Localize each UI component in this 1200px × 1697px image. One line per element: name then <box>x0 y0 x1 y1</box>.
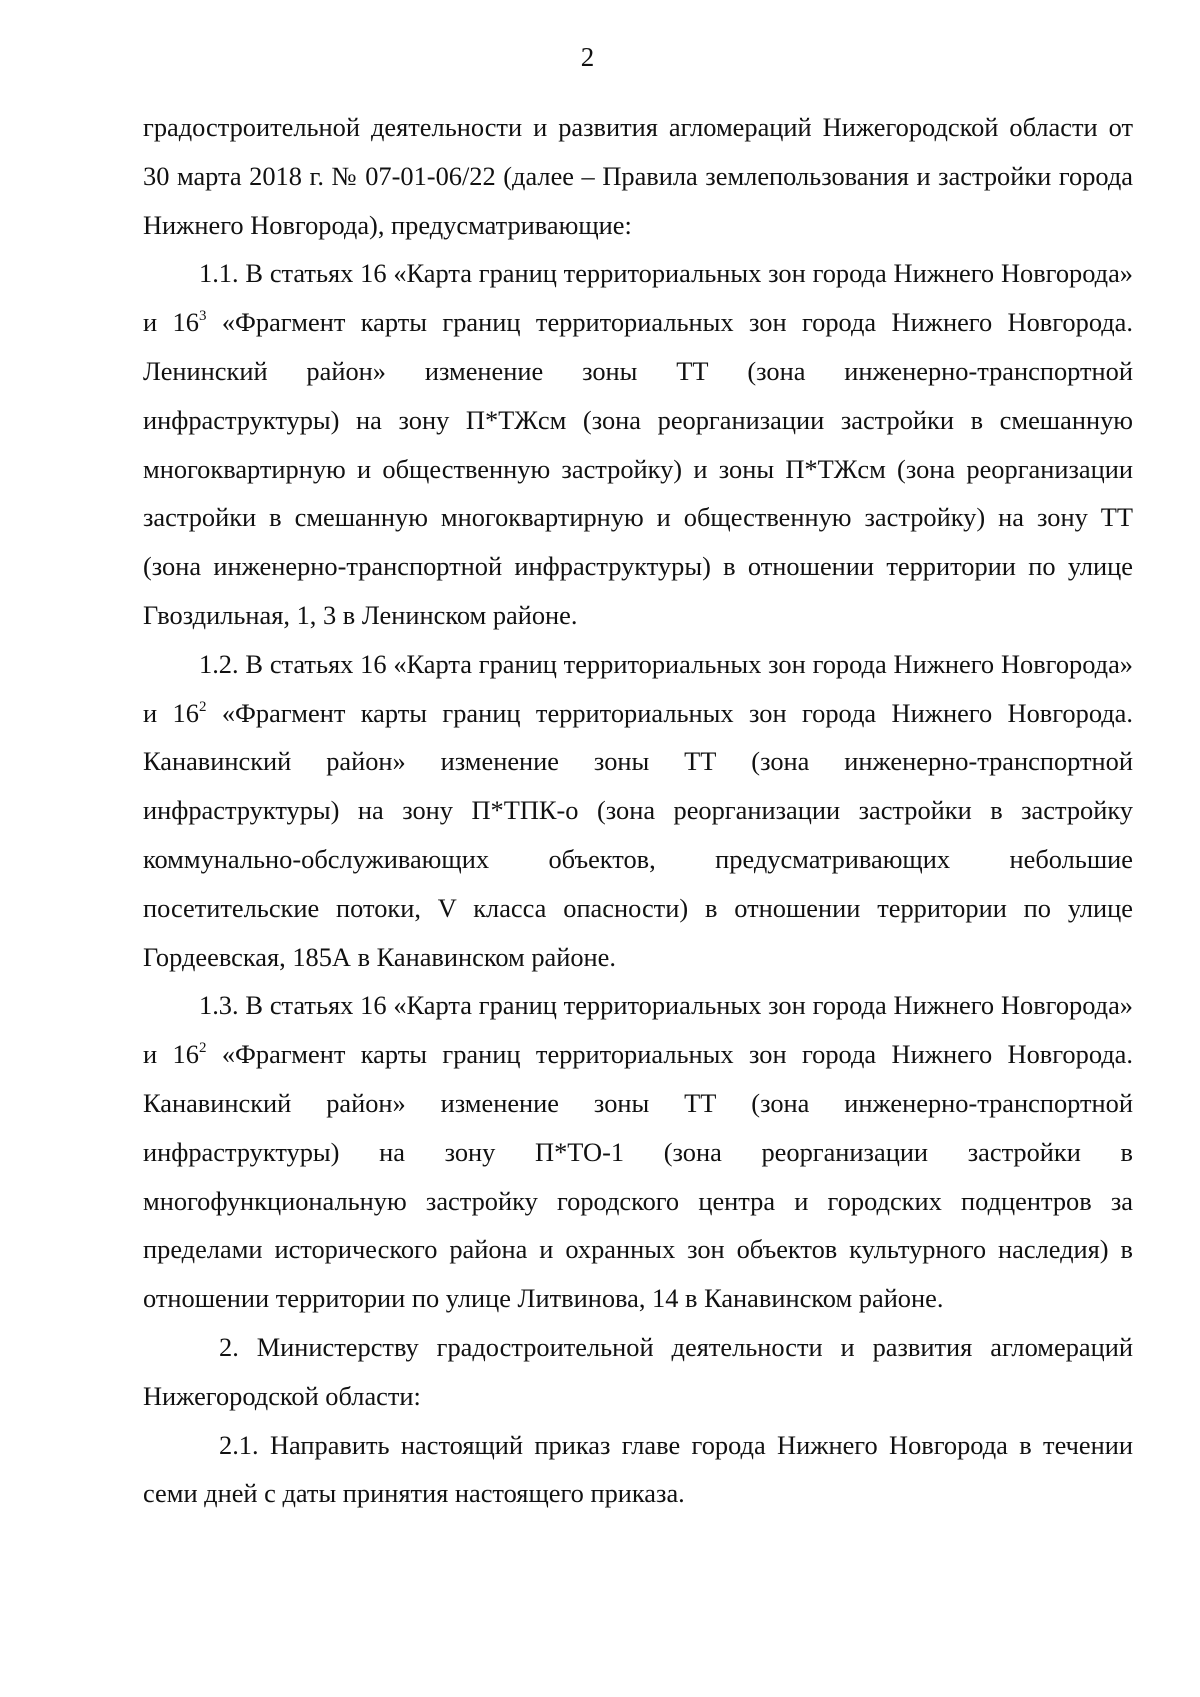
paragraph-2: 2. Министерству градостроительной деятельности и развития агломераций Нижегородской области: <box>143 1331 1133 1411</box>
paragraph-text: 1.2. В статьях 16 «Карта границ территориальных зон города Нижнего Новгорода» и 16 <box>143 648 1133 728</box>
paragraph-text: «Фрагмент карты границ территориальных зон города Нижнего Новгорода. Канавинский район» изменение зоны ТТ (зона инженерно-транспортной инфраструктуры) на зону П*ТО-1 (зона реорганизации застройки в многофункциональную застройку городского центра и городских подцентров за пределами исторического района и охранных зон объектов культурного наследия) в отношении территории по улице Литвинова, 14 в Канавинском районе. <box>143 1039 1133 1314</box>
superscript: 2 <box>198 1040 207 1057</box>
superscript: 3 <box>198 308 207 325</box>
paragraph-text: 1.3. В статьях 16 «Карта границ территориальных зон города Нижнего Новгорода» и 16 <box>143 990 1133 1070</box>
paragraph-1-3 <box>143 981 1133 1323</box>
paragraph-1-2 <box>143 640 1133 982</box>
paragraph-intro-continuation: градостроительной деятельности и развития агломераций Нижегородской области от 30 марта 2018 г. № 07-01-06/22 (далее – Правила землепользования и застройки города Нижнего Новгорода), предусматривающие: <box>143 112 1133 240</box>
page-number: 2 <box>580 42 595 72</box>
paragraph-text: 1.1. В статьях 16 «Карта границ территориальных зон города Нижнего Новгорода» и 16 <box>143 258 1133 338</box>
paragraph-text: «Фрагмент карты границ территориальных зон города Нижнего Новгорода. Ленинский район» изменение зоны ТТ (зона инженерно-транспортной инфраструктуры) на зону П*ТЖсм (зона реорганизации застройки в смешанную многоквартирную и общественную застройку) и зоны П*ТЖсм (зона реорганизации застройки в смешанную многоквартирную и общественную застройку) на зону ТТ (зона инженерно-транспортной инфраструктуры) в отношении территории по улице Гвоздильная, 1, 3 в Ленинском районе. <box>143 307 1133 630</box>
paragraph-1-1 <box>143 249 1133 639</box>
document-body <box>143 103 1133 1518</box>
superscript: 2 <box>198 698 207 715</box>
paragraph-2-1: 2.1. Направить настоящий приказ главе города Нижнего Новгорода в течении семи дней с даты принятия настоящего приказа. <box>143 1429 1133 1509</box>
paragraph-text: «Фрагмент карты границ территориальных зон города Нижнего Новгорода. Канавинский район» изменение зоны ТТ (зона инженерно-транспортной инфраструктуры) на зону П*ТПК-о (зона реорганизации застройки в застройку коммунально-обслуживающих объектов, предусматривающих небольшие посетительские потоки, V класса опасности) в отношении территории по улице Гордеевская, 185А в Канавинском районе. <box>143 697 1133 972</box>
